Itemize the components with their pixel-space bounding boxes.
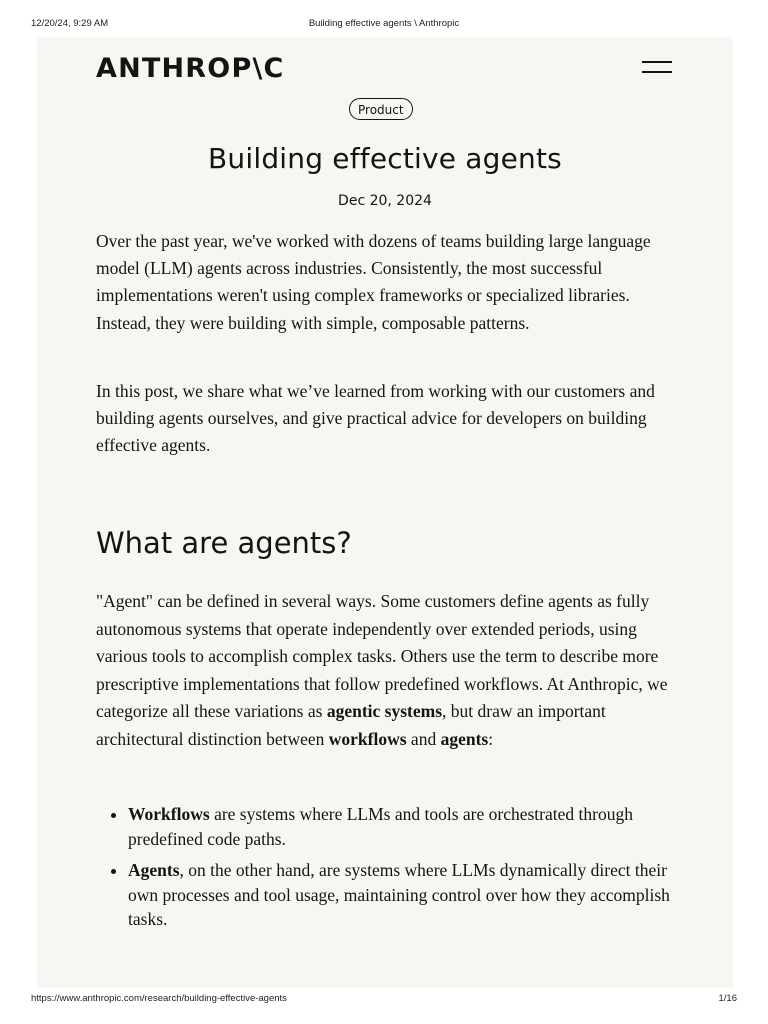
hamburger-menu-icon[interactable] [642,59,672,77]
bold-term: workflows [328,728,407,749]
print-footer [0,993,768,1007]
intro-paragraph: In this post, we share what we’ve learned from working with our customers and building agents ourselves, and give practical advice for developers on building effective agents. [96,381,655,456]
list-item [128,858,688,932]
paragraph-text: : [488,728,494,749]
article-page [37,37,733,988]
menu-bar-top [642,61,672,63]
list-item-term: Workflows [128,804,210,824]
paragraph-text: and [406,728,441,749]
list-item [128,802,688,851]
section-paragraph [96,588,676,754]
paragraph-text: "Agent" can be defined in several ways. Some customers define agents as fully autonomous systems that operate independently over extended periods, using various tools to accomplish complex tasks. Others use the term to describe more prescriptive implementations that follow predefined workflows. At Anthropic, we categorize all these variations as [96,591,668,722]
list-item-text: are systems where LLMs and tools are orchestrated through predefined code paths. [128,804,633,849]
definition-list [128,802,688,939]
section-heading: What are agents? [96,526,352,560]
bullet-icon [111,813,116,818]
article-title: Building effective agents [208,142,562,175]
category-tag[interactable]: Product [349,98,413,120]
bold-term: agents [440,728,489,749]
intro-paragraph: Over the past year, we've worked with dozens of teams building large language model (LLM) agents across industries. Consistently, the most successful implementations weren't using complex frameworks or specialized libraries. Instead, they were building with simple, composable patterns. [96,231,651,333]
print-page-title: Building effective agents \ Anthropic [308,18,460,29]
print-datetime: 12/20/24, 9:29 AM [31,18,109,29]
article-date: Dec 20, 2024 [338,193,432,209]
print-url[interactable]: https://www.anthropic.com/research/building-effective-agents [31,993,287,1004]
menu-bar-bottom [642,71,672,73]
list-item-term: Agents [128,860,180,880]
anthropic-logo[interactable]: ANTHROP\C [96,53,285,84]
print-header [0,18,768,32]
list-item-text: , on the other hand, are systems where LLMs dynamically direct their own processes and tool usage, maintaining control over how they accomplish tasks. [128,860,670,929]
page-number: 1/16 [718,993,737,1004]
bullet-icon [111,869,116,874]
bold-term: agentic systems [326,701,442,722]
paragraph-text: , but draw an important architectural distinction between [96,701,606,749]
